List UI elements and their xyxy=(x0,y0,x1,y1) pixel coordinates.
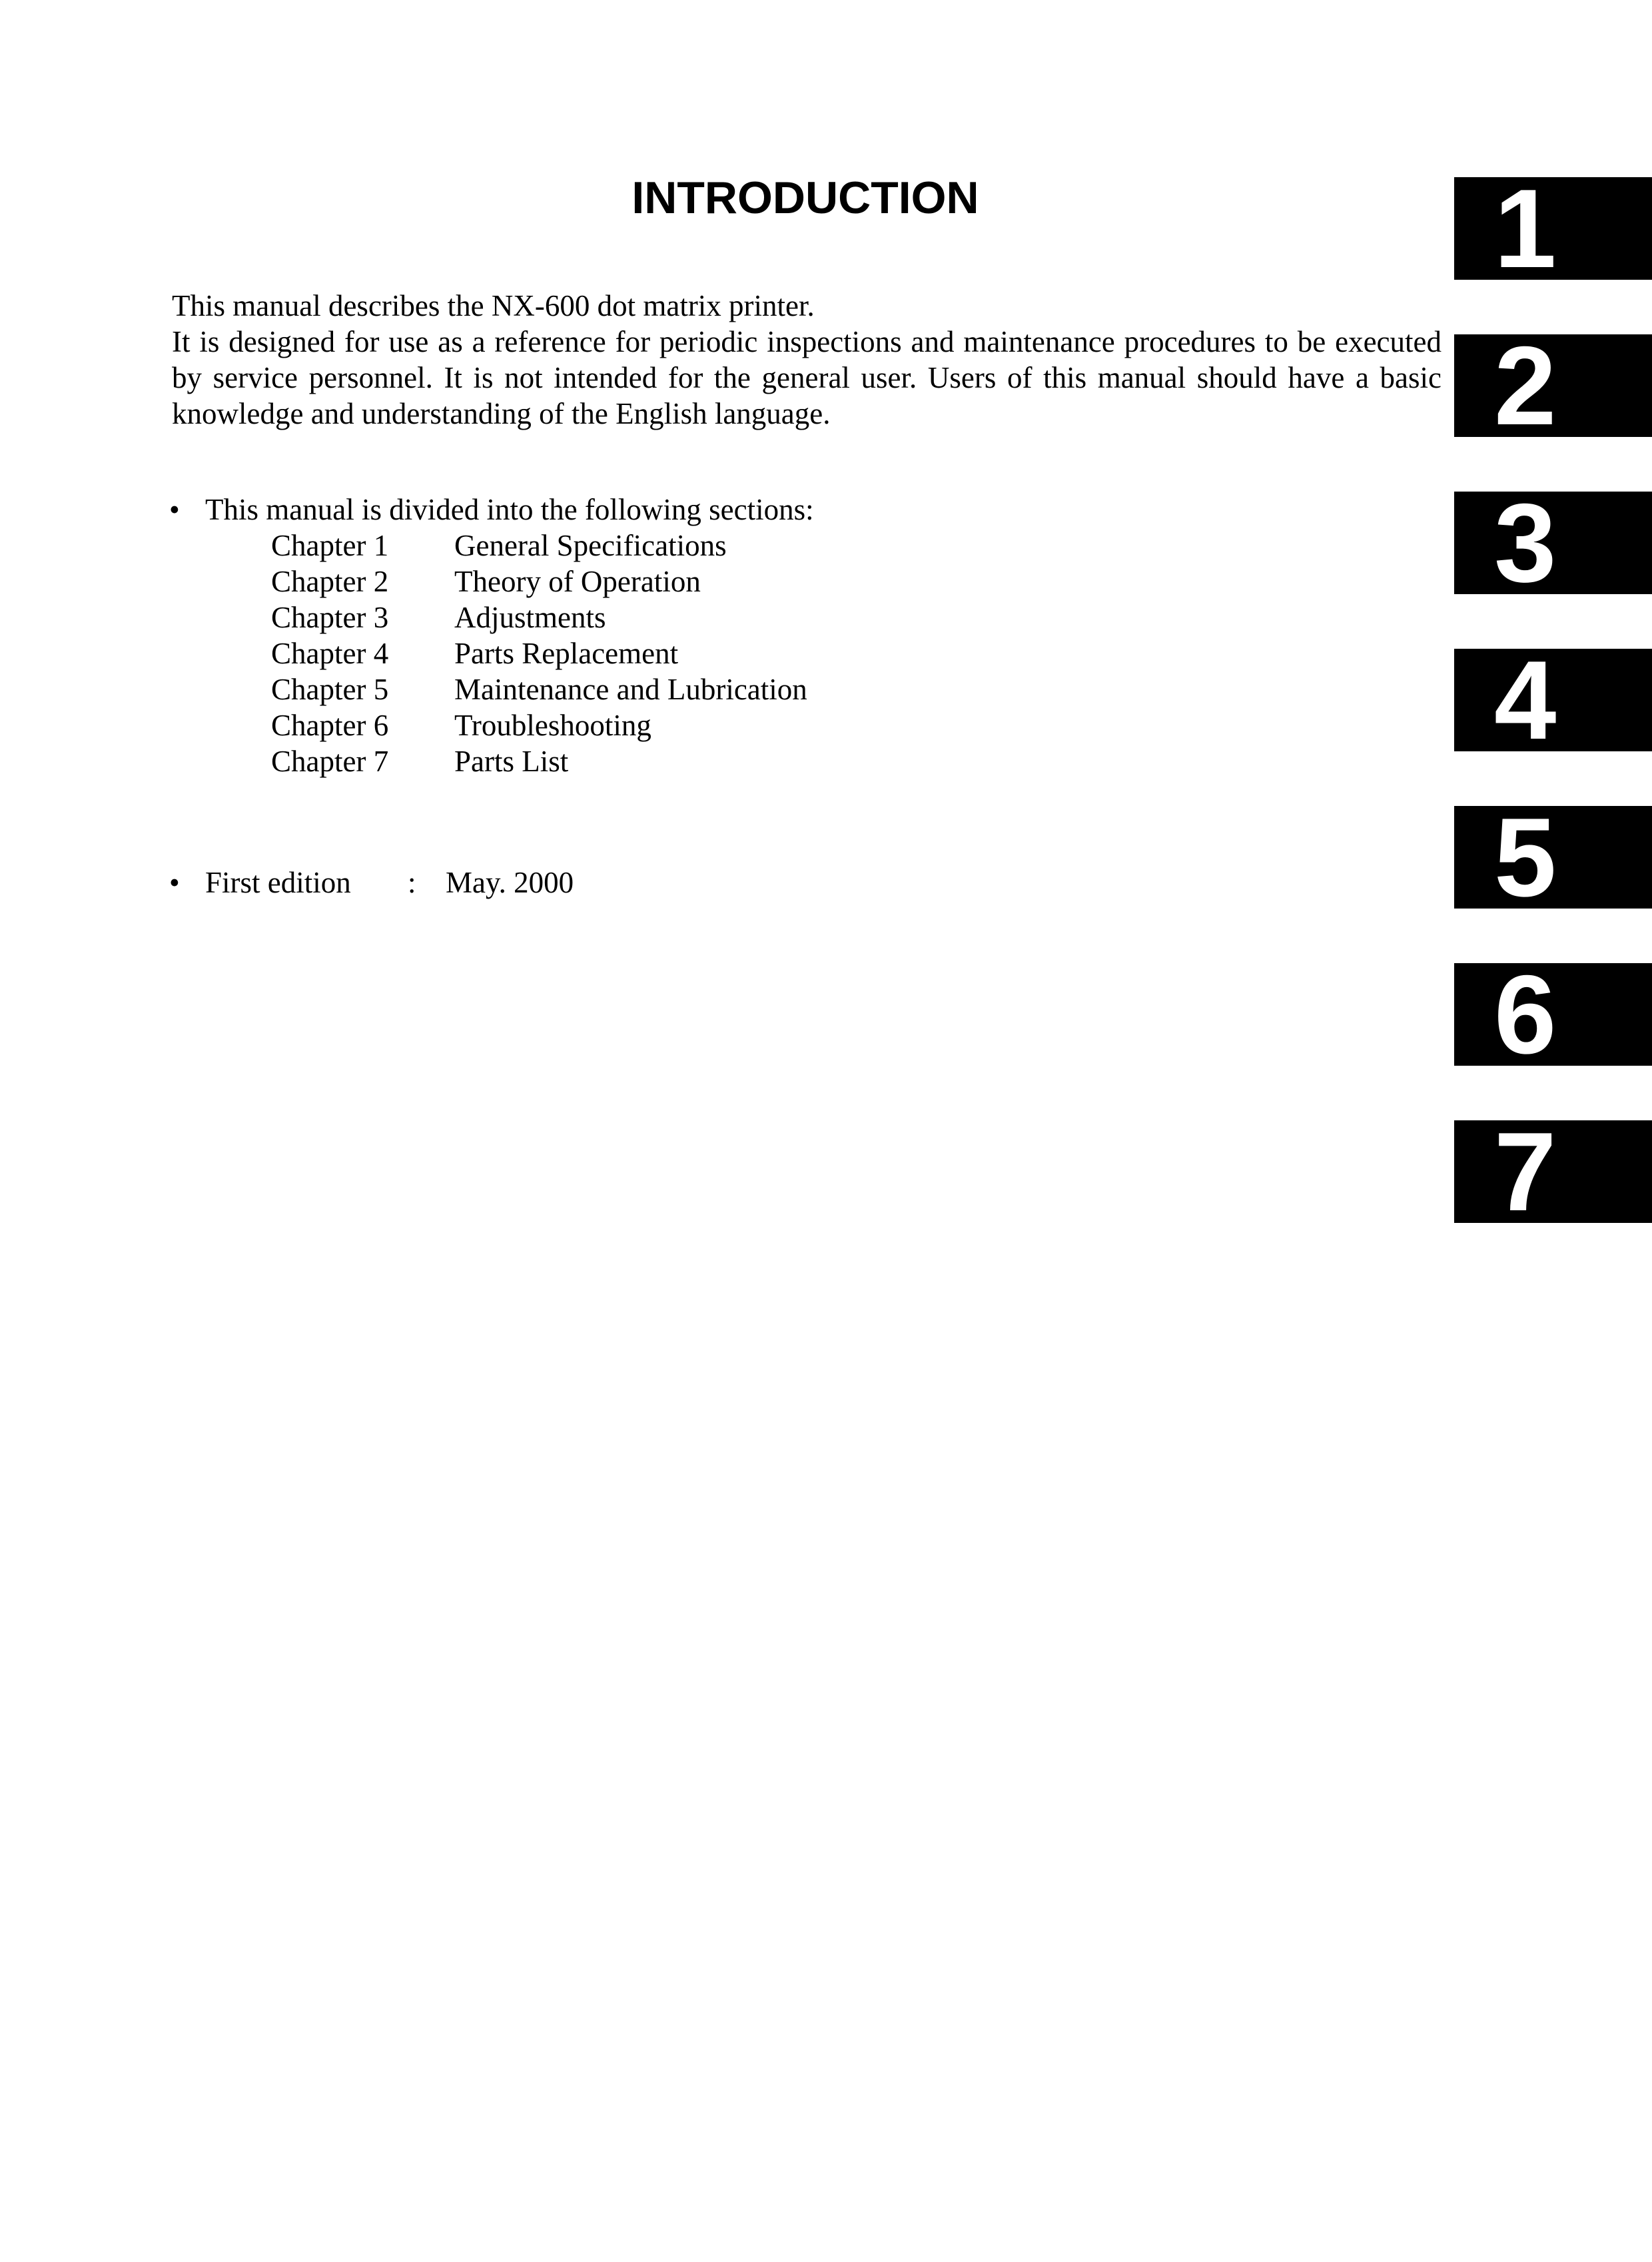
intro-paragraph xyxy=(172,288,1442,432)
chapter-label: Chapter 6 xyxy=(271,709,389,742)
chapter-label: Chapter 7 xyxy=(271,745,389,778)
sections-heading xyxy=(169,492,814,528)
chapter-title: Troubleshooting xyxy=(454,709,651,742)
list-item xyxy=(271,635,807,671)
chapter-tab-5[interactable]: 5 xyxy=(1454,806,1652,909)
list-item xyxy=(271,671,807,707)
chapter-tab-4[interactable]: 4 xyxy=(1454,649,1652,751)
chapter-label: Chapter 2 xyxy=(271,565,389,598)
chapter-title: General Specifications xyxy=(454,529,727,562)
chapter-label: Chapter 4 xyxy=(271,637,389,670)
chapter-title: Adjustments xyxy=(454,601,606,634)
chapter-tab-3[interactable]: 3 xyxy=(1454,492,1652,594)
list-item xyxy=(271,528,807,564)
page-title: INTRODUCTION xyxy=(631,173,979,223)
chapter-tab-7[interactable]: 7 xyxy=(1454,1120,1652,1223)
chapter-label: Chapter 1 xyxy=(271,529,389,562)
sections-heading-text: This manual is divided into the following sections: xyxy=(205,493,814,526)
chapter-title: Parts List xyxy=(454,745,569,778)
intro-line: This manual describes the NX-600 dot matrix printer. xyxy=(172,289,815,322)
list-item xyxy=(271,743,807,779)
chapter-tab-6[interactable]: 6 xyxy=(1454,963,1652,1066)
edition-value: May. 2000 xyxy=(446,866,574,899)
chapter-tabs xyxy=(1454,166,1652,1278)
chapter-title: Maintenance and Lubrication xyxy=(454,673,807,706)
chapter-tab-1[interactable]: 1 xyxy=(1454,177,1652,280)
intro-line: It is designed for use as a reference for periodic inspections and maintenance procedures to be executed by service personnel. It is not intended for the general user. Users of this manual should have a basic knowledge and understanding of the English language. xyxy=(172,325,1442,430)
chapter-label: Chapter 3 xyxy=(271,601,389,634)
edition-line xyxy=(169,865,574,901)
list-item xyxy=(271,564,807,599)
edition-separator: : xyxy=(408,866,416,899)
chapter-title: Theory of Operation xyxy=(454,565,701,598)
chapter-title: Parts Replacement xyxy=(454,637,679,670)
list-item xyxy=(271,707,807,743)
chapter-label: Chapter 5 xyxy=(271,673,389,706)
edition-label: First edition xyxy=(205,866,351,899)
bullet-icon: • xyxy=(169,493,180,526)
chapter-tab-2[interactable]: 2 xyxy=(1454,334,1652,437)
bullet-icon: • xyxy=(169,866,180,899)
chapter-list xyxy=(271,528,807,779)
list-item xyxy=(271,599,807,635)
